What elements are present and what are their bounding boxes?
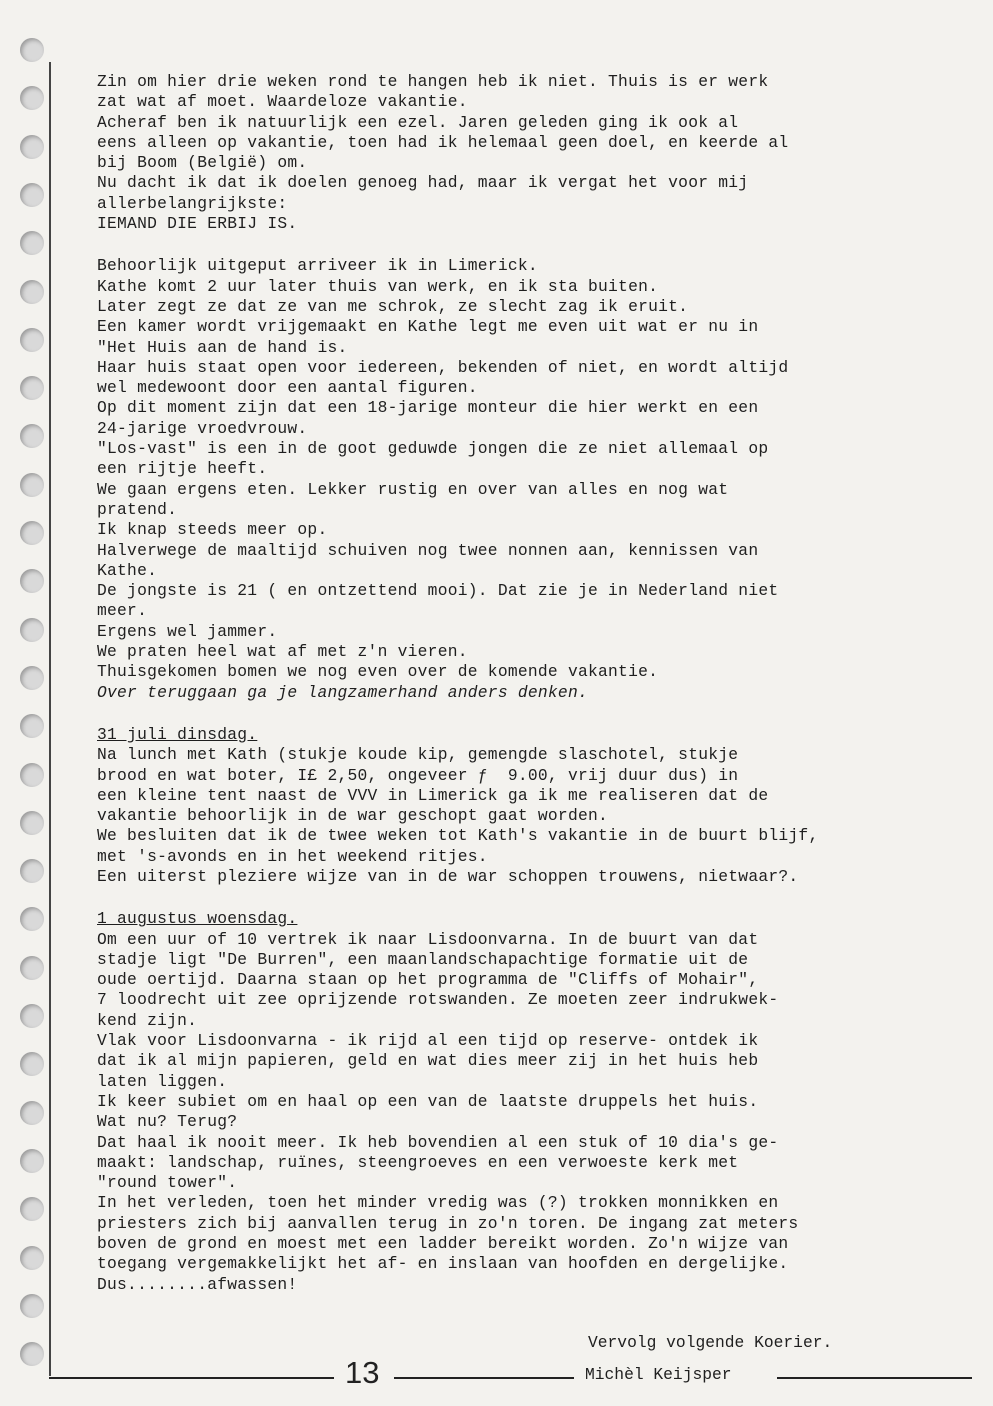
binder-hole — [20, 1004, 44, 1028]
text-line: Thuisgekomen bomen we nog even over de komende vakantie. — [97, 662, 659, 682]
body-text — [97, 72, 957, 1295]
text-line: eens alleen op vakantie, toen had ik helemaal geen doel, en keerde al — [97, 132, 789, 152]
text-line: maakt: landschap, ruïnes, steengroeves en een verwoeste kerk met — [97, 1152, 739, 1172]
binder-hole — [20, 1149, 44, 1173]
footer-rule-right — [777, 1377, 972, 1379]
text-line: Wat nu? Terug? — [97, 1112, 238, 1132]
text-line: pratend. — [97, 499, 178, 519]
binder-hole — [20, 521, 44, 545]
binder-hole — [20, 231, 44, 255]
text-line — [97, 703, 957, 725]
binder-hole — [20, 956, 44, 980]
text-line: Behoorlijk uitgeput arriveer ik in Limerick. — [97, 256, 538, 276]
footer-rule-middle — [394, 1377, 574, 1379]
text-line: kend zijn. — [97, 1010, 198, 1030]
text-line: In het verleden, toen het minder vredig was (?) trokken monnikken en — [97, 1193, 779, 1213]
text-line — [97, 234, 957, 256]
text-line: Een uiterst pleziere wijze van in de war schoppen trouwens, nietwaar?. — [97, 866, 799, 886]
binder-hole — [20, 714, 44, 738]
binder-hole — [20, 135, 44, 159]
text-line: Dat haal ik nooit meer. Ik heb bovendien al een stuk of 10 dia's ge- — [97, 1132, 779, 1152]
text-line: IEMAND DIE ERBIJ IS. — [97, 214, 298, 234]
binder-hole — [20, 1052, 44, 1076]
text-line: Zin om hier drie weken rond te hangen heb ik niet. Thuis is er werk — [97, 72, 769, 91]
binder-hole — [20, 907, 44, 931]
text-line: Na lunch met Kath (stukje koude kip, gemengde slaschotel, stukje — [97, 745, 739, 765]
binder-hole — [20, 1197, 44, 1221]
text-line: Ergens wel jammer. — [97, 621, 278, 641]
binder-hole — [20, 1101, 44, 1125]
text-line: zat wat af moet. Waardeloze vakantie. — [97, 92, 468, 112]
text-line: We gaan ergens eten. Lekker rustig en over van alles en nog wat — [97, 479, 729, 499]
binder-hole — [20, 811, 44, 835]
text-line: "Los-vast" is een in de goot geduwde jongen die ze niet allemaal op — [97, 439, 769, 459]
closing-note: Vervolg volgende Koerier. — [588, 1333, 833, 1352]
text-line: vakantie behoorlijk in de war geschopt gaat worden. — [97, 806, 609, 826]
text-line: laten liggen. — [97, 1071, 228, 1091]
text-line: De jongste is 21 ( en ontzettend mooi). Dat zie je in Nederland niet — [97, 581, 779, 601]
text-line: Dus........afwassen! — [97, 1274, 298, 1294]
binder-hole — [20, 618, 44, 642]
text-line — [97, 887, 957, 909]
author-name: Michèl Keijsper — [585, 1365, 732, 1384]
text-line: priesters zich bij aanvallen terug in zo'n toren. De ingang zat meters — [97, 1213, 799, 1233]
binder-hole — [20, 569, 44, 593]
footer-rule-left — [49, 1377, 334, 1379]
binder-hole — [20, 280, 44, 304]
binder-hole — [20, 859, 44, 883]
text-line: Haar huis staat open voor iedereen, bekenden of niet, en wordt altijd — [97, 357, 789, 377]
text-line: Kathe komt 2 uur later thuis van werk, en ik sta buiten. — [97, 276, 659, 296]
date-heading: 31 juli dinsdag. — [97, 724, 258, 744]
text-line: wel medewoont door een aantal figuren. — [97, 378, 478, 398]
page-footer — [49, 1355, 979, 1395]
text-line: 24-jarige vroedvrouw. — [97, 418, 308, 438]
text-line: een rijtje heeft. — [97, 459, 268, 479]
text-line: Om een uur of 10 vertrek ik naar Lisdoonvarna. In de buurt van dat — [97, 929, 759, 949]
binder-hole — [20, 1246, 44, 1270]
text-line: Een kamer wordt vrijgemaakt en Kathe legt me even uit wat er nu in — [97, 317, 759, 337]
text-line: Over teruggaan ga je langzamerhand anders denken. — [97, 682, 588, 702]
text-line: "Het Huis aan de hand is. — [97, 337, 348, 357]
text-line: "round tower". — [97, 1173, 238, 1193]
text-line: Ik keer subiet om en haal op een van de laatste druppels het huis. — [97, 1091, 759, 1111]
binder-hole — [20, 1342, 44, 1366]
text-line: dat ik al mijn papieren, geld en wat dies meer zij in het huis heb — [97, 1051, 759, 1071]
text-line: Ik knap steeds meer op. — [97, 520, 328, 540]
binder-hole — [20, 38, 44, 62]
text-line: We praten heel wat af met z'n vieren. — [97, 642, 468, 662]
text-line: een kleine tent naast de VVV in Limerick ga ik me realiseren dat de — [97, 785, 769, 805]
text-line: Acheraf ben ik natuurlijk een ezel. Jaren geleden ging ik ook al — [97, 112, 739, 132]
text-line: met 's-avonds en in het weekend ritjes. — [97, 846, 488, 866]
binder-hole — [20, 328, 44, 352]
text-line: oude oertijd. Daarna staan op het programma de "Cliffs of Mohair", — [97, 970, 759, 990]
binder-hole — [20, 763, 44, 787]
text-line: toegang vergemakkelijkt het af- en inslaan van hoofden en dergelijke. — [97, 1254, 789, 1274]
text-line: Nu dacht ik dat ik doelen genoeg had, maar ik vergat het voor mij — [97, 173, 749, 193]
text-line: allerbelangrijkste: — [97, 193, 288, 213]
binder-hole — [20, 376, 44, 400]
text-line: brood en wat boter, I£ 2,50, ongeveer ƒ 9.00, vrij duur dus) in — [97, 765, 739, 785]
text-line: bij Boom (België) om. — [97, 153, 308, 173]
binder-hole — [20, 473, 44, 497]
text-line: 7 loodrecht uit zee oprijzende rotswanden. Ze moeten zeer indrukwek- — [97, 990, 779, 1010]
binder-hole — [20, 86, 44, 110]
binder-hole — [20, 1294, 44, 1318]
text-line: stadje ligt "De Burren", een maanlandschapachtige formatie uit de — [97, 949, 749, 969]
text-line: Op dit moment zijn dat een 18-jarige monteur die hier werkt en een — [97, 398, 759, 418]
text-line: Halverwege de maaltijd schuiven nog twee nonnen aan, kennissen van — [97, 540, 759, 560]
binder-hole — [20, 666, 44, 690]
text-line: meer. — [97, 601, 148, 621]
date-heading: 1 augustus woensdag. — [97, 909, 298, 929]
margin-line — [49, 62, 51, 1376]
text-line: Later zegt ze dat ze van me schrok, ze slecht zag ik eruit. — [97, 296, 689, 316]
text-line: boven de grond en moest met een ladder bereikt worden. Zo'n wijze van — [97, 1234, 789, 1254]
text-line: Vlak voor Lisdoonvarna - ik rijd al een tijd op reserve- ontdek ik — [97, 1031, 759, 1051]
page-number: 13 — [345, 1355, 380, 1390]
text-line: We besluiten dat ik de twee weken tot Kath's vakantie in de buurt blijf, — [97, 826, 819, 846]
text-line: Kathe. — [97, 560, 158, 580]
binder-hole — [20, 183, 44, 207]
binder-hole — [20, 424, 44, 448]
